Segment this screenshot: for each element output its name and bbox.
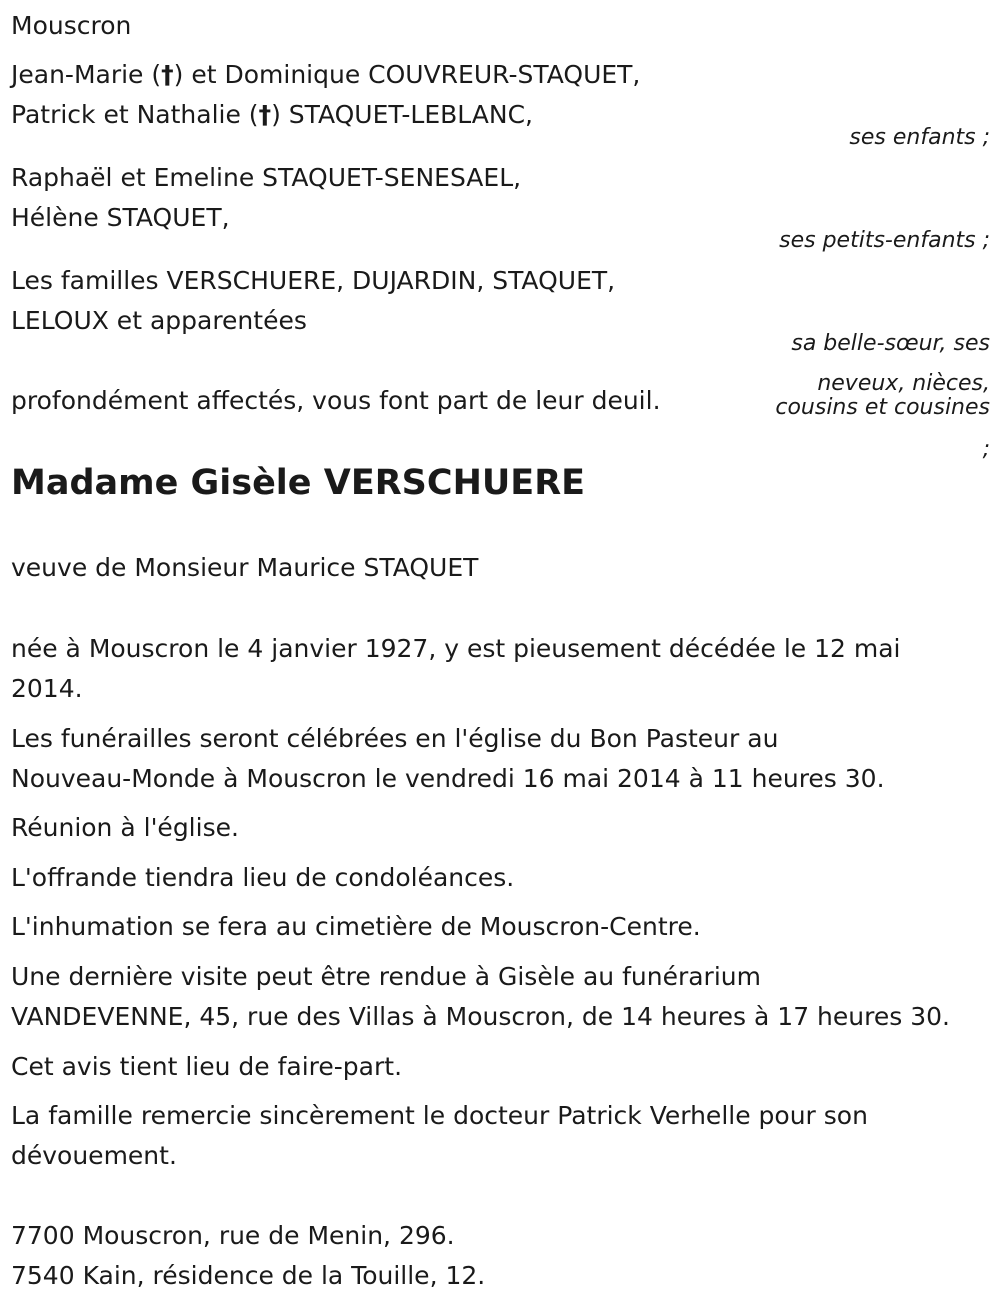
meeting-line: Réunion à l'église. <box>11 813 239 842</box>
relatives-role-line-2: neveux, nièces, <box>817 371 990 396</box>
relatives-role-line-4: ; <box>982 437 990 462</box>
grandchildren-role: ses petits-enfants ; <box>779 228 990 253</box>
funeral-line-2: Nouveau-Monde à Mouscron le vendredi 16 mai 2014 à 11 heures 30. <box>11 764 885 793</box>
deceased-name: Madame Gisèle VERSCHUERE <box>11 463 586 503</box>
cross-icon: † <box>258 100 272 129</box>
address-line-1: 7700 Mouscron, rue de Menin, 296. <box>11 1221 455 1250</box>
thanks-line-1: La famille remercie sincèrement le docteur Patrick Verhelle pour son <box>11 1101 868 1130</box>
relatives-role-line-1: sa belle-sœur, ses <box>791 331 990 356</box>
grandchildren-line-1: Raphaël et Emeline STAQUET-SENESAEL, <box>11 163 522 192</box>
relatives-line-2: LELOUX et apparentées <box>11 306 307 335</box>
birth-line-2: 2014. <box>11 674 83 703</box>
address-line-2: 7540 Kain, résidence de la Touille, 12. <box>11 1261 486 1290</box>
funeral-line-1: Les funérailles seront célébrées en l'église du Bon Pasteur au <box>11 724 779 753</box>
offering-line: L'offrande tiendra lieu de condoléances. <box>11 863 515 892</box>
cross-icon: † <box>161 60 174 89</box>
burial-line: L'inhumation se fera au cimetière de Mouscron-Centre. <box>11 912 701 941</box>
visit-line-1: Une dernière visite peut être rendue à Gisèle au funérarium <box>11 962 761 991</box>
relatives-line-1: Les familles VERSCHUERE, DUJARDIN, STAQUET, <box>11 266 616 295</box>
children-line-1: Jean-Marie (†) et Dominique COUVREUR-STAQUET, <box>11 60 641 89</box>
relatives-role-line-3: cousins et cousines <box>775 395 990 420</box>
notice-line: Cet avis tient lieu de faire-part. <box>11 1052 403 1081</box>
widow-line: veuve de Monsieur Maurice STAQUET <box>11 553 479 582</box>
children-line-2: Patrick et Nathalie (†) STAQUET-LEBLANC, <box>11 100 533 129</box>
grandchildren-line-2: Hélène STAQUET, <box>11 203 230 232</box>
thanks-line-2: dévouement. <box>11 1141 177 1170</box>
children-role: ses enfants ; <box>849 125 990 150</box>
closing-line: profondément affectés, vous font part de leur deuil. <box>11 386 661 415</box>
birth-line-1: née à Mouscron le 4 janvier 1927, y est pieusement décédée le 12 mai <box>11 634 901 663</box>
city-heading: Mouscron <box>11 11 132 40</box>
visit-line-2: VANDEVENNE, 45, rue des Villas à Mouscron, de 14 heures à 17 heures 30. <box>11 1002 950 1031</box>
